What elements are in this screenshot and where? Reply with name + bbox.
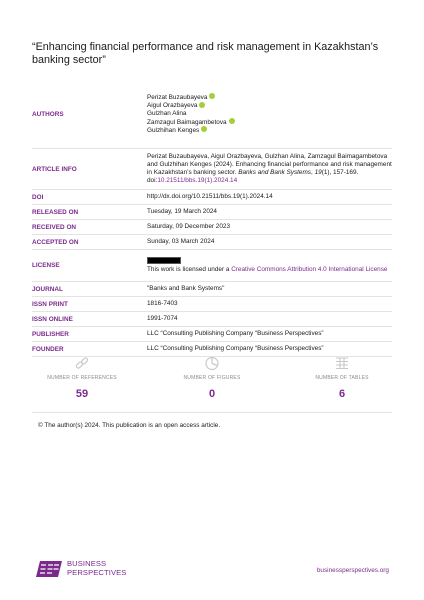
stat-references — [32, 355, 132, 412]
pie-chart-icon — [162, 355, 262, 371]
website-link[interactable]: businessperspectives.org — [316, 567, 389, 574]
accepted-label: ACCEPTED ON — [32, 238, 79, 246]
received-value: Saturday, 09 December 2023 — [147, 222, 231, 230]
publisher-value: LLC “Consulting Publishing Company “Business Perspectives” — [147, 329, 324, 337]
stat-value: 59 — [75, 388, 89, 400]
logo-text: BUSINESS PERSPECTIVES — [67, 559, 127, 577]
publisher-logo[interactable] — [33, 558, 126, 578]
journal-label: JOURNAL — [32, 285, 63, 293]
orcid-icon[interactable] — [209, 93, 215, 99]
open-access-notice: © The author(s) 2024. This publication is an open access article. — [38, 422, 221, 429]
author-item[interactable]: Perizat Buzaubayeva — [147, 94, 392, 102]
article-info-label: ARTICLE INFO — [32, 165, 77, 173]
stat-value: 6 — [338, 388, 346, 400]
stat-label: NUMBER OF TABLES — [315, 375, 369, 381]
stat-label: NUMBER OF REFERENCES — [47, 375, 117, 381]
table-icon — [292, 355, 392, 371]
article-stats — [32, 355, 392, 413]
received-label: RECEIVED ON — [32, 223, 77, 231]
issn-print-row — [32, 297, 392, 312]
stat-figures — [162, 355, 262, 412]
journal-row — [32, 282, 392, 297]
founder-value: LLC “Consulting Publishing Company “Business Perspectives” — [147, 344, 324, 352]
article-info-citation: Perizat Buzaubayeva, Aigul Orazbayeva, Gulzhan Alina, Zamzagul Baimagambetova and Gulzhihan Kenges (2024). Enhancing financial performance and risk management in Kazakhstan’s banking sector. Banks and Bank Systems, 19(1), 157-169. doi:10.21511/bbs.19(1).2024.14 — [147, 152, 392, 185]
stat-label: NUMBER OF FIGURES — [183, 375, 241, 381]
doi-link[interactable]: 10.21511/bbs.19(1).2024.14 — [157, 177, 238, 185]
received-row — [32, 220, 392, 235]
author-item[interactable]: Zamzagul Baimagambetova — [147, 119, 392, 127]
authors-label: AUTHORS — [32, 111, 64, 118]
license-value: This work is licensed under a Creative Commons Attribution 4.0 International License — [147, 250, 392, 281]
license-label: LICENSE — [32, 262, 60, 269]
article-title: “Enhancing financial performance and risk management in Kazakhstan’s banking sector” — [32, 41, 379, 66]
license-row — [32, 250, 392, 282]
publisher-row — [32, 327, 392, 342]
accepted-row — [32, 235, 392, 250]
article-info-row — [32, 149, 392, 190]
issn-online-label: ISSN ONLINE — [32, 315, 73, 323]
orcid-icon[interactable] — [199, 102, 205, 108]
journal-value: "Banks and Bank Systems" — [147, 284, 225, 292]
doi-row — [32, 190, 392, 205]
cc-license-badge-icon[interactable] — [147, 257, 181, 264]
authors-row — [32, 81, 392, 149]
issn-print-value: 1816-7403 — [147, 299, 178, 307]
article-metadata — [32, 81, 392, 357]
released-label: RELEASED ON — [32, 208, 79, 216]
released-value: Tuesday, 19 March 2024 — [147, 207, 217, 215]
orcid-icon[interactable] — [201, 126, 207, 132]
doi-value[interactable]: http://dx.doi.org/10.21511/bbs.19(1).2024.14 — [147, 192, 273, 200]
author-item[interactable]: Gulzhihan Kenges — [147, 127, 392, 135]
released-row — [32, 205, 392, 220]
authors-list — [147, 81, 392, 148]
accepted-value: Sunday, 03 March 2024 — [147, 237, 215, 245]
issn-online-row — [32, 312, 392, 327]
author-item[interactable]: Aigul Orazbayeva — [147, 102, 392, 110]
publisher-label: PUBLISHER — [32, 330, 69, 338]
stat-value: 0 — [208, 388, 216, 400]
issn-print-label: ISSN PRINT — [32, 300, 68, 308]
link-icon — [32, 355, 132, 371]
business-perspectives-logo-icon — [33, 558, 63, 578]
founder-label: FOUNDER — [32, 345, 64, 353]
issn-online-value: 1991-7074 — [147, 314, 178, 322]
doi-label: DOI — [32, 193, 44, 201]
license-link[interactable]: Creative Commons Attribution 4.0 International License — [231, 265, 388, 273]
stat-tables — [292, 355, 392, 412]
author-item: Gulzhan Alina — [147, 110, 187, 118]
orcid-icon[interactable] — [229, 118, 235, 124]
